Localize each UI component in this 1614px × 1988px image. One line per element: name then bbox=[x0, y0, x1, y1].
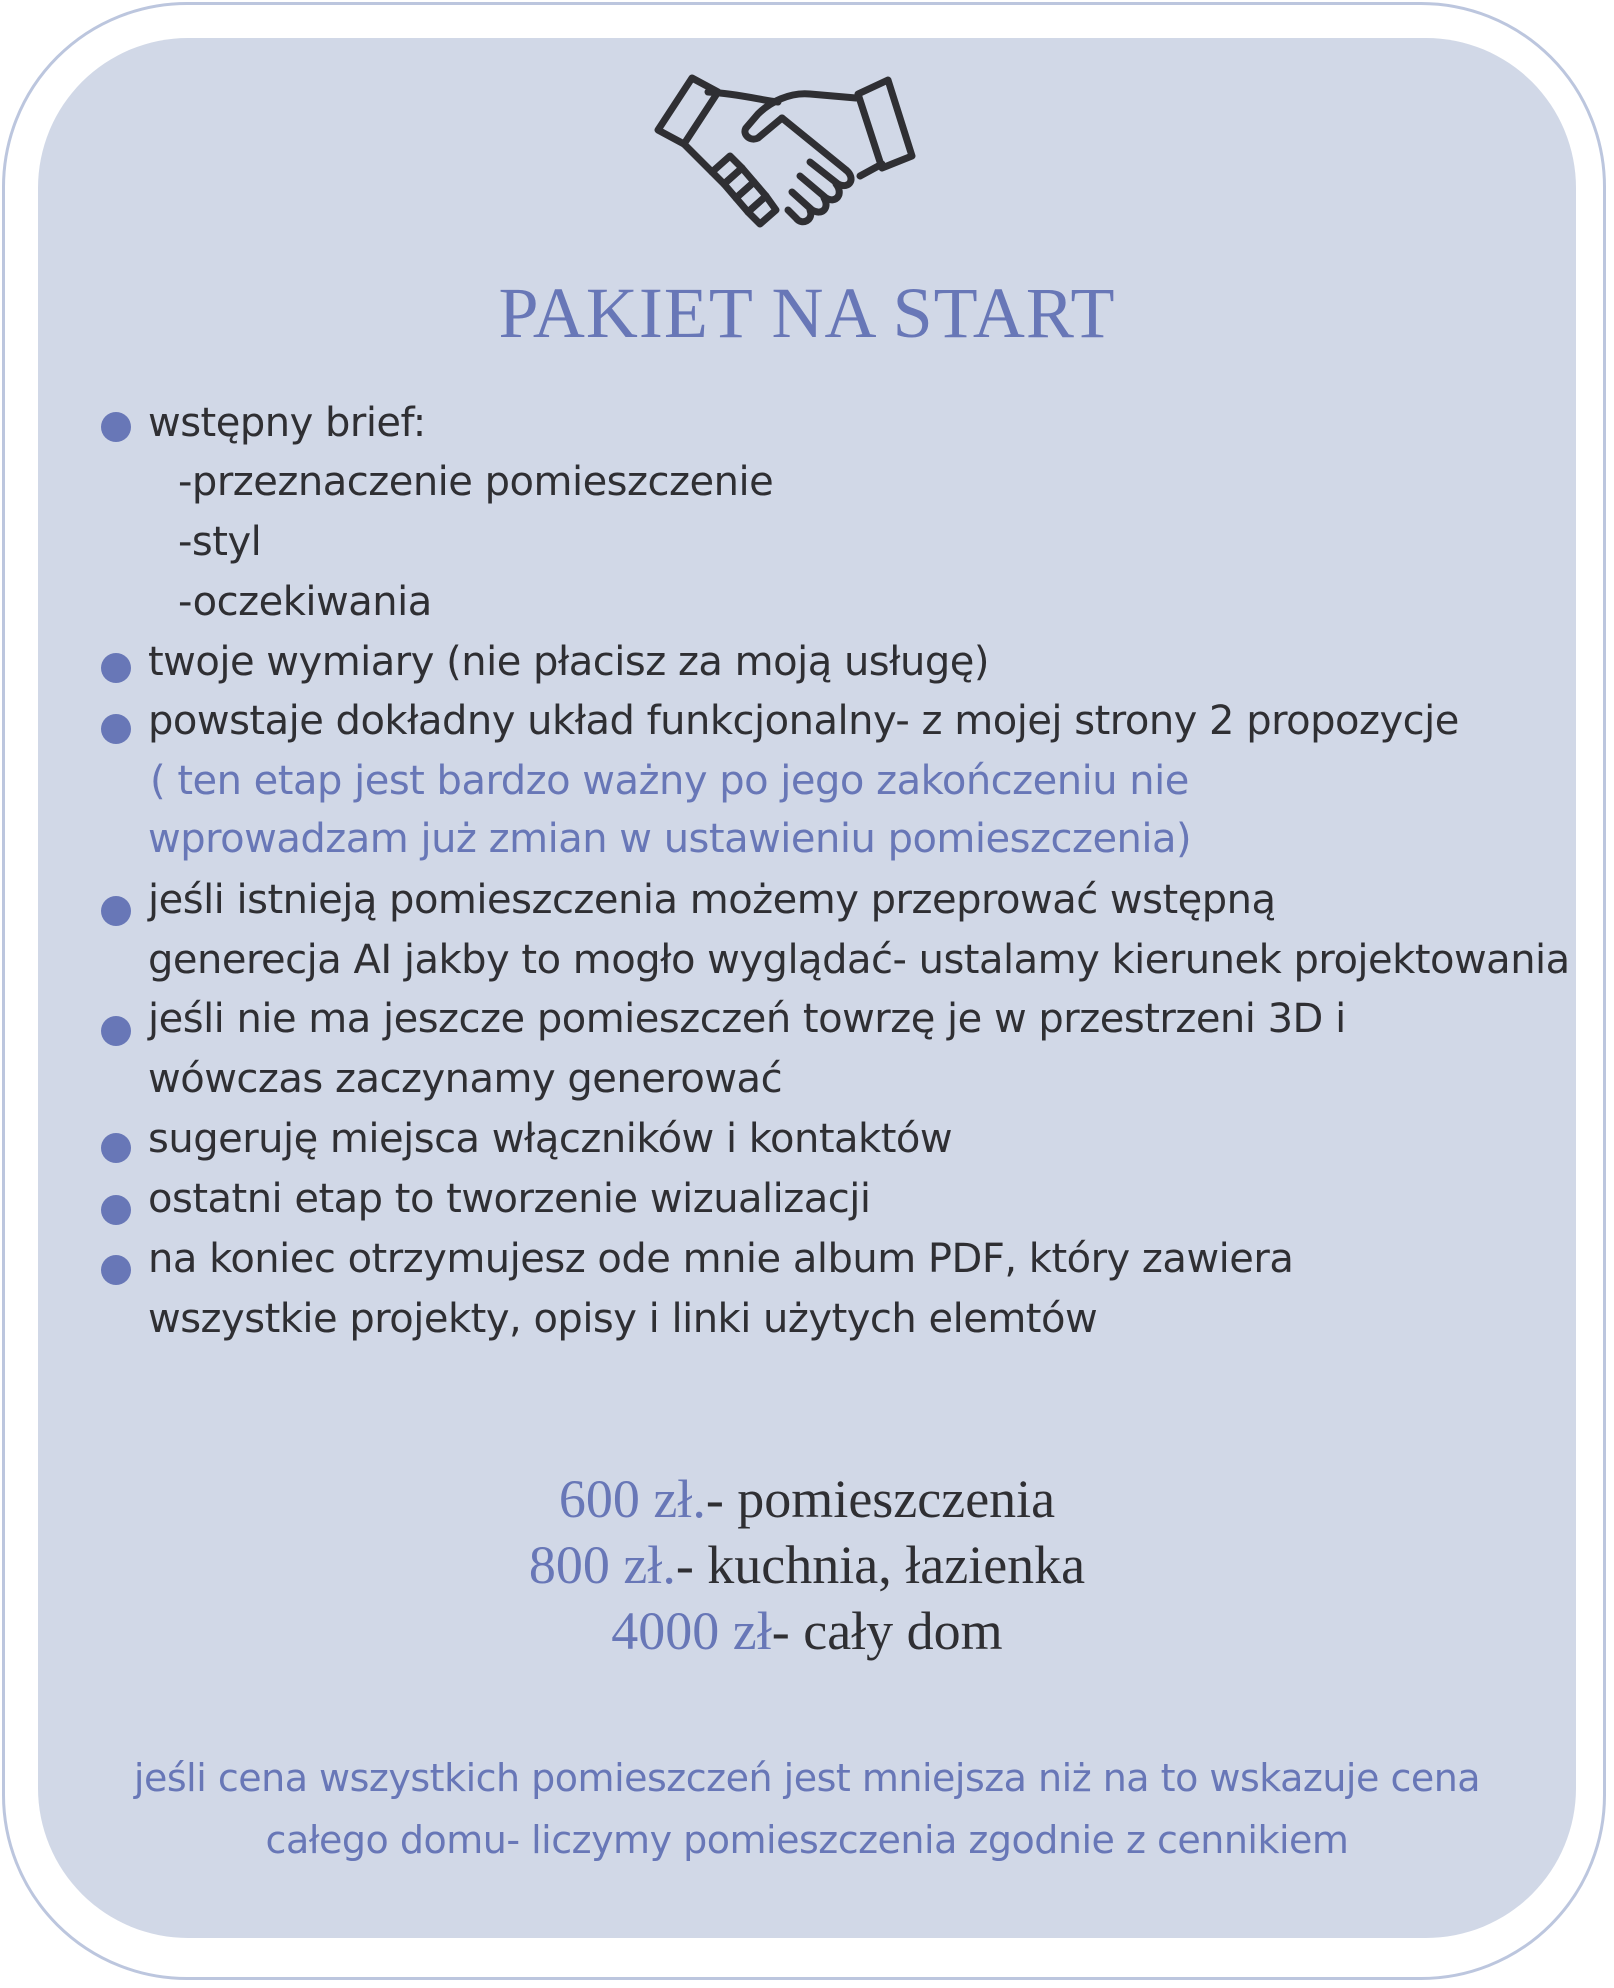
price-whole-house bbox=[0, 1600, 1614, 1662]
bullet bbox=[101, 714, 131, 744]
bullet bbox=[101, 896, 131, 926]
list-item-3d: wówczas zaczynamy generować bbox=[148, 1056, 783, 1102]
brief-item-expectations: -oczekiwania bbox=[178, 579, 432, 625]
list-item-dimensions: twoje wymiary (nie płacisz za moją usługę) bbox=[148, 639, 989, 685]
footer-note: całego domu- liczymy pomieszczenia zgodnie z cennikiem bbox=[265, 1818, 1349, 1862]
list-item-visualization: ostatni etap to tworzenie wizualizacji bbox=[148, 1176, 871, 1222]
price-label: - kuchnia, łazienka bbox=[675, 1535, 1086, 1595]
price-amount: 600 zł. bbox=[558, 1469, 706, 1529]
layout-note: ( ten etap jest bardzo ważny po jego zakończeniu nie bbox=[150, 758, 1189, 804]
list-item-ai: generecja AI jakby to mogło wyglądać- ustalamy kierunek projektowania bbox=[148, 937, 1570, 983]
price-amount: 4000 zł bbox=[611, 1601, 772, 1661]
bullet bbox=[101, 1195, 131, 1225]
list-item-album: na koniec otrzymujesz ode mnie album PDF, który zawiera bbox=[148, 1236, 1294, 1282]
brief-item-style: -styl bbox=[178, 519, 262, 565]
price-label: - pomieszczenia bbox=[705, 1469, 1056, 1529]
price-label: - cały dom bbox=[771, 1601, 1003, 1661]
list-item-album: wszystkie projekty, opisy i linki użytych elemtów bbox=[148, 1296, 1098, 1342]
list-item-layout: powstaje dokładny układ funkcjonalny- z mojej strony 2 propozycje bbox=[148, 698, 1459, 744]
price-amount: 800 zł. bbox=[528, 1535, 676, 1595]
page-title: PAKIET NA START bbox=[498, 273, 1116, 353]
list-item-switches: sugeruję miejsca włączników i kontaktów bbox=[148, 1116, 953, 1162]
handshake-icon bbox=[650, 72, 930, 252]
footer-note: jeśli cena wszystkich pomieszczeń jest mniejsza niż na to wskazuje cena bbox=[133, 1756, 1481, 1800]
list-item-3d: jeśli nie ma jeszcze pomieszczeń towrzę je w przestrzeni 3D i bbox=[148, 996, 1346, 1042]
list-item-ai: jeśli istnieją pomieszczenia możemy przeprować wstępną bbox=[148, 877, 1276, 923]
price-kitchen-bathroom bbox=[0, 1534, 1614, 1596]
bullet bbox=[101, 1016, 131, 1046]
brief-item-purpose: -przeznaczenie pomieszczenie bbox=[178, 459, 774, 505]
bullet bbox=[101, 1255, 131, 1285]
list-item-brief: wstępny brief: bbox=[148, 400, 426, 446]
bullet bbox=[101, 412, 131, 442]
layout-note: wprowadzam już zmian w ustawieniu pomieszczenia) bbox=[148, 816, 1192, 862]
bullet bbox=[101, 653, 131, 683]
bullet bbox=[101, 1133, 131, 1163]
price-rooms bbox=[0, 1468, 1614, 1530]
